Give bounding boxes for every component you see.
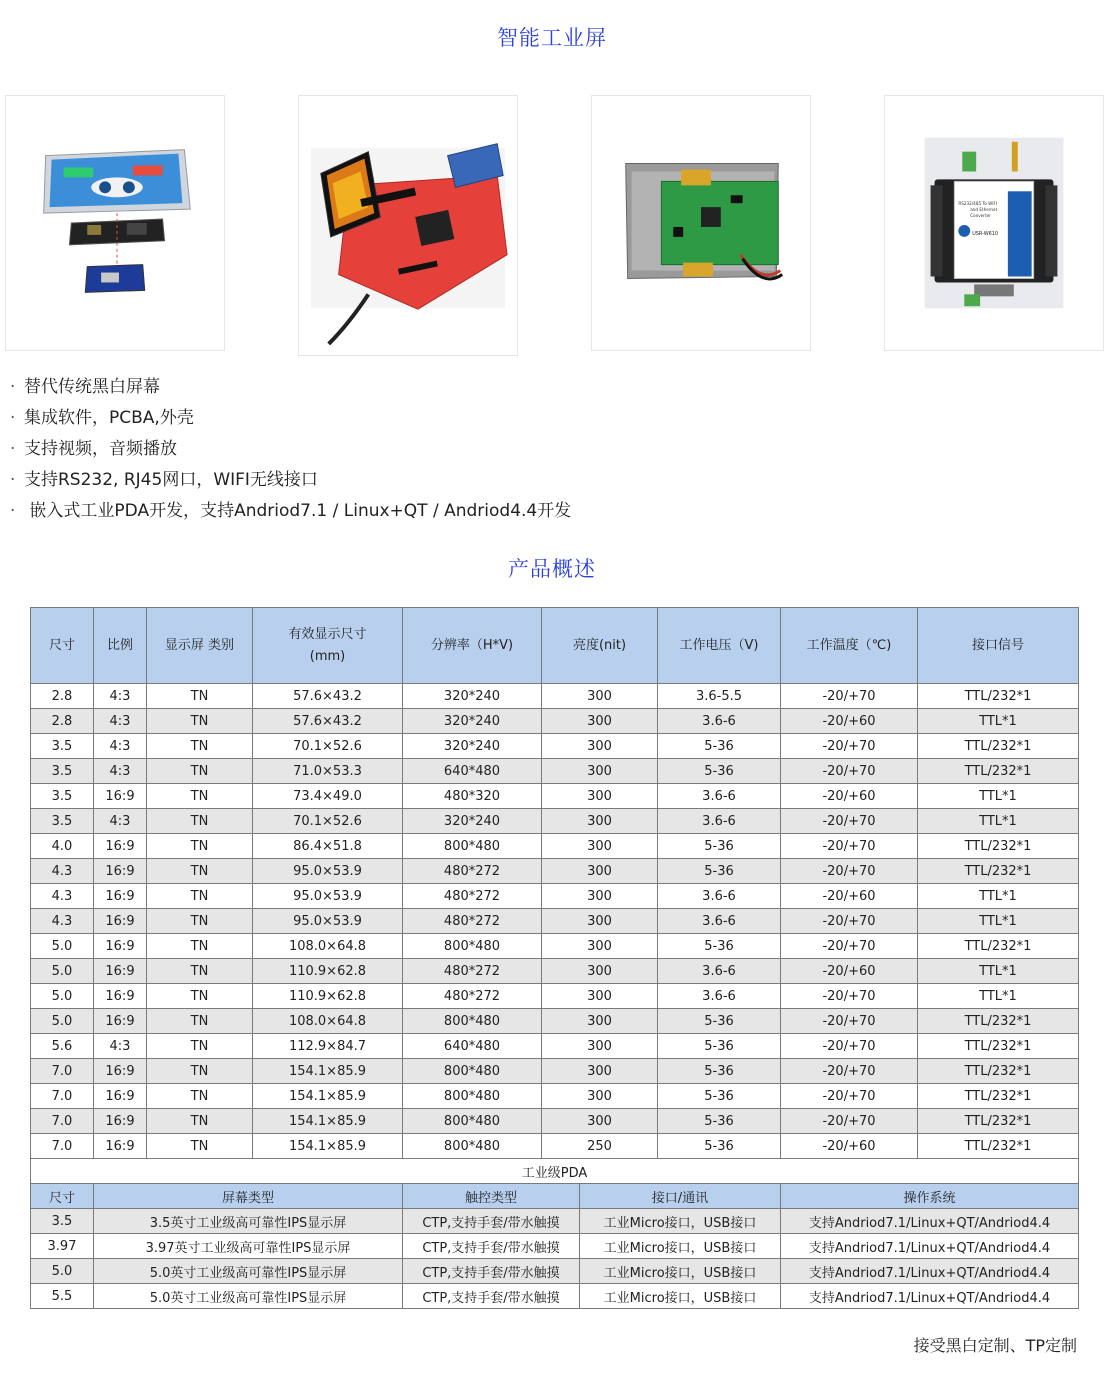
cell-display-type: TN <box>147 1084 253 1109</box>
cell-active-area: 73.4×49.0 <box>253 784 403 809</box>
cell-resolution: 800*480 <box>403 1059 542 1084</box>
header-brightness: 亮度(nit) <box>542 608 658 684</box>
pda-row <box>31 1259 1079 1284</box>
cell-voltage: 3.6-6 <box>658 784 781 809</box>
pda-cell-size: 5.5 <box>31 1284 94 1309</box>
cell-interface: TTL*1 <box>918 959 1079 984</box>
feature-list <box>10 372 571 527</box>
pda-header-os: 操作系统 <box>781 1184 1079 1209</box>
cell-size: 4.3 <box>31 884 94 909</box>
spec-row <box>31 684 1079 709</box>
section-title-overview: 产品概述 <box>508 557 596 581</box>
cell-voltage: 5-36 <box>658 1134 781 1159</box>
spec-row <box>31 909 1079 934</box>
cell-interface: TTL/232*1 <box>918 859 1079 884</box>
cell-brightness: 300 <box>542 1059 658 1084</box>
cell-resolution: 480*272 <box>403 884 542 909</box>
header-voltage: 工作电压（V) <box>658 608 781 684</box>
spec-row <box>31 709 1079 734</box>
cell-voltage: 3.6-5.5 <box>658 684 781 709</box>
cell-brightness: 300 <box>542 934 658 959</box>
header-display-type: 显示屏 类别 <box>147 608 253 684</box>
cell-size: 3.5 <box>31 734 94 759</box>
wifi-converter-image <box>885 96 1103 350</box>
cell-resolution: 800*480 <box>403 834 542 859</box>
cell-size: 5.6 <box>31 1034 94 1059</box>
cell-brightness: 300 <box>542 1009 658 1034</box>
bullet-dot: · <box>10 439 16 459</box>
feature-item <box>10 372 571 403</box>
cell-temperature: -20/+60 <box>781 709 918 734</box>
cell-active-area: 86.4×51.8 <box>253 834 403 859</box>
pda-header-size: 尺寸 <box>31 1184 94 1209</box>
header-active-area-line2: (mm) <box>309 648 346 664</box>
spec-row <box>31 1109 1079 1134</box>
cell-size: 5.0 <box>31 1009 94 1034</box>
cell-interface: TTL/232*1 <box>918 734 1079 759</box>
cell-active-area: 95.0×53.9 <box>253 859 403 884</box>
cell-display-type: TN <box>147 784 253 809</box>
pda-cell-os: 支持Andriod7.1/Linux+QT/Andriod4.4 <box>781 1284 1079 1309</box>
cell-size: 3.5 <box>31 759 94 784</box>
cell-resolution: 480*272 <box>403 859 542 884</box>
dev-board-image <box>299 96 517 355</box>
pda-header-row <box>31 1184 1079 1209</box>
cell-brightness: 300 <box>542 734 658 759</box>
cell-ratio: 16:9 <box>94 1134 147 1159</box>
cell-ratio: 4:3 <box>94 1034 147 1059</box>
cell-display-type: TN <box>147 759 253 784</box>
spec-row <box>31 1059 1079 1084</box>
pda-cell-screen-type: 3.97英寸工业级高可靠性IPS显示屏 <box>94 1234 403 1259</box>
pda-cell-screen-type: 3.5英寸工业级高可靠性IPS显示屏 <box>94 1209 403 1234</box>
spec-row <box>31 1084 1079 1109</box>
cell-temperature: -20/+70 <box>781 984 918 1009</box>
cell-voltage: 5-36 <box>658 1109 781 1134</box>
cell-display-type: TN <box>147 1009 253 1034</box>
cell-interface: TTL/232*1 <box>918 1034 1079 1059</box>
cell-ratio: 16:9 <box>94 884 147 909</box>
pda-cell-size: 3.5 <box>31 1209 94 1234</box>
cell-active-area: 70.1×52.6 <box>253 734 403 759</box>
cell-resolution: 320*240 <box>403 709 542 734</box>
cell-display-type: TN <box>147 734 253 759</box>
pda-header-touch-type: 触控类型 <box>403 1184 580 1209</box>
cell-temperature: -20/+60 <box>781 884 918 909</box>
cell-brightness: 300 <box>542 909 658 934</box>
cell-voltage: 5-36 <box>658 1059 781 1084</box>
cell-resolution: 480*320 <box>403 784 542 809</box>
cell-brightness: 250 <box>542 1134 658 1159</box>
bullet-dot: · <box>10 501 16 521</box>
cell-ratio: 4:3 <box>94 684 147 709</box>
cell-voltage: 3.6-6 <box>658 884 781 909</box>
cell-display-type: TN <box>147 834 253 859</box>
product-photo-wifi-converter <box>884 95 1104 351</box>
product-photo-hmi-exploded <box>5 95 225 351</box>
product-photo-dev-board <box>298 95 518 356</box>
cell-voltage: 5-36 <box>658 859 781 884</box>
cell-display-type: TN <box>147 909 253 934</box>
header-ratio: 比例 <box>94 608 147 684</box>
cell-display-type: TN <box>147 1134 253 1159</box>
header-resolution: 分辨率（H*V) <box>403 608 542 684</box>
pda-header-interface: 接口/通讯 <box>580 1184 781 1209</box>
header-interface: 接口信号 <box>918 608 1079 684</box>
pda-cell-interface: 工业Micro接口，USB接口 <box>580 1259 781 1284</box>
cell-interface: TTL/232*1 <box>918 1084 1079 1109</box>
cell-ratio: 16:9 <box>94 1009 147 1034</box>
cell-active-area: 57.6×43.2 <box>253 684 403 709</box>
cell-resolution: 800*480 <box>403 1109 542 1134</box>
cell-resolution: 640*480 <box>403 1034 542 1059</box>
feature-text: 嵌入式工业PDA开发，支持Andriod7.1 / Linux+QT / Andriod4.4开发 <box>24 501 572 521</box>
spec-row <box>31 784 1079 809</box>
cell-voltage: 5-36 <box>658 1034 781 1059</box>
cell-display-type: TN <box>147 1059 253 1084</box>
cell-size: 3.5 <box>31 809 94 834</box>
pda-cell-os: 支持Andriod7.1/Linux+QT/Andriod4.4 <box>781 1209 1079 1234</box>
feature-text: 支持视频，音频播放 <box>24 439 177 459</box>
cell-display-type: TN <box>147 984 253 1009</box>
cell-brightness: 300 <box>542 759 658 784</box>
pda-cell-size: 3.97 <box>31 1234 94 1259</box>
cell-interface: TTL*1 <box>918 984 1079 1009</box>
cell-resolution: 320*240 <box>403 734 542 759</box>
spec-row <box>31 834 1079 859</box>
cell-brightness: 300 <box>542 1034 658 1059</box>
pda-cell-touch-type: CTP,支持手套/带水触摸 <box>403 1209 580 1234</box>
cell-brightness: 300 <box>542 709 658 734</box>
spec-header-row <box>31 608 1079 684</box>
cell-interface: TTL/232*1 <box>918 684 1079 709</box>
feature-item <box>10 403 571 434</box>
tft-module-image <box>592 96 810 350</box>
spec-row <box>31 1034 1079 1059</box>
cell-active-area: 154.1×85.9 <box>253 1059 403 1084</box>
cell-ratio: 4:3 <box>94 734 147 759</box>
cell-brightness: 300 <box>542 859 658 884</box>
cell-active-area: 108.0×64.8 <box>253 934 403 959</box>
spec-row <box>31 959 1079 984</box>
cell-active-area: 154.1×85.9 <box>253 1134 403 1159</box>
pda-row <box>31 1284 1079 1309</box>
cell-temperature: -20/+70 <box>781 1009 918 1034</box>
pda-title-row <box>31 1159 1079 1184</box>
cell-temperature: -20/+70 <box>781 859 918 884</box>
pda-cell-interface: 工业Micro接口，USB接口 <box>580 1284 781 1309</box>
converter-label-line2: and Ethernet <box>970 207 998 213</box>
cell-size: 2.8 <box>31 684 94 709</box>
cell-size: 3.5 <box>31 784 94 809</box>
cell-brightness: 300 <box>542 959 658 984</box>
cell-voltage: 5-36 <box>658 834 781 859</box>
cell-active-area: 95.0×53.9 <box>253 884 403 909</box>
spec-row <box>31 884 1079 909</box>
product-photo-tft-module <box>591 95 811 351</box>
pda-cell-screen-type: 5.0英寸工业级高可靠性IPS显示屏 <box>94 1259 403 1284</box>
cell-interface: TTL/232*1 <box>918 759 1079 784</box>
cell-voltage: 3.6-6 <box>658 909 781 934</box>
cell-temperature: -20/+70 <box>781 759 918 784</box>
cell-interface: TTL/232*1 <box>918 1059 1079 1084</box>
cell-resolution: 640*480 <box>403 759 542 784</box>
cell-interface: TTL*1 <box>918 809 1079 834</box>
cell-size: 2.8 <box>31 709 94 734</box>
cell-ratio: 16:9 <box>94 984 147 1009</box>
cell-size: 4.0 <box>31 834 94 859</box>
cell-brightness: 300 <box>542 1109 658 1134</box>
cell-resolution: 800*480 <box>403 1084 542 1109</box>
pda-cell-touch-type: CTP,支持手套/带水触摸 <box>403 1234 580 1259</box>
pda-cell-touch-type: CTP,支持手套/带水触摸 <box>403 1284 580 1309</box>
cell-ratio: 16:9 <box>94 934 147 959</box>
cell-ratio: 16:9 <box>94 909 147 934</box>
cell-size: 5.0 <box>31 959 94 984</box>
cell-display-type: TN <box>147 1034 253 1059</box>
cell-temperature: -20/+70 <box>781 1084 918 1109</box>
cell-display-type: TN <box>147 884 253 909</box>
cell-ratio: 16:9 <box>94 959 147 984</box>
cell-size: 5.0 <box>31 984 94 1009</box>
spec-row <box>31 809 1079 834</box>
pda-cell-os: 支持Andriod7.1/Linux+QT/Andriod4.4 <box>781 1234 1079 1259</box>
feature-item <box>10 465 571 496</box>
cell-display-type: TN <box>147 859 253 884</box>
pda-cell-screen-type: 5.0英寸工业级高可靠性IPS显示屏 <box>94 1284 403 1309</box>
cell-active-area: 70.1×52.6 <box>253 809 403 834</box>
pda-title: 工业级PDA <box>31 1159 1079 1184</box>
cell-interface: TTL/232*1 <box>918 1109 1079 1134</box>
cell-active-area: 71.0×53.3 <box>253 759 403 784</box>
pda-cell-os: 支持Andriod7.1/Linux+QT/Andriod4.4 <box>781 1259 1079 1284</box>
customization-note: 接受黑白定制、TP定制 <box>913 1336 1077 1355</box>
converter-label-line1: RS232/485 To WIFI <box>958 201 998 207</box>
cell-interface: TTL/232*1 <box>918 834 1079 859</box>
hmi-exploded-image <box>6 96 224 350</box>
spec-row <box>31 1134 1079 1159</box>
feature-item <box>10 434 571 465</box>
cell-active-area: 112.9×84.7 <box>253 1034 403 1059</box>
pda-cell-touch-type: CTP,支持手套/带水触摸 <box>403 1259 580 1284</box>
cell-resolution: 800*480 <box>403 934 542 959</box>
cell-interface: TTL/232*1 <box>918 1134 1079 1159</box>
cell-interface: TTL*1 <box>918 909 1079 934</box>
cell-temperature: -20/+70 <box>781 1034 918 1059</box>
cell-size: 7.0 <box>31 1059 94 1084</box>
cell-size: 4.3 <box>31 909 94 934</box>
section-title-smart-screen: 智能工业屏 <box>497 26 607 50</box>
spec-row <box>31 859 1079 884</box>
pda-cell-interface: 工业Micro接口，USB接口 <box>580 1234 781 1259</box>
converter-model-label: USR-W610 <box>972 230 999 237</box>
cell-interface: TTL/232*1 <box>918 934 1079 959</box>
cell-ratio: 16:9 <box>94 1059 147 1084</box>
cell-interface: TTL*1 <box>918 884 1079 909</box>
bullet-dot: · <box>10 408 16 428</box>
cell-interface: TTL/232*1 <box>918 1009 1079 1034</box>
cell-temperature: -20/+70 <box>781 1059 918 1084</box>
cell-size: 7.0 <box>31 1084 94 1109</box>
cell-ratio: 16:9 <box>94 784 147 809</box>
cell-resolution: 800*480 <box>403 1134 542 1159</box>
cell-voltage: 5-36 <box>658 759 781 784</box>
spec-row <box>31 759 1079 784</box>
cell-active-area: 110.9×62.8 <box>253 959 403 984</box>
cell-resolution: 480*272 <box>403 959 542 984</box>
cell-temperature: -20/+70 <box>781 684 918 709</box>
feature-text: 支持RS232, RJ45网口，WIFI无线接口 <box>24 470 318 490</box>
spec-row <box>31 984 1079 1009</box>
feature-text: 集成软件，PCBA,外壳 <box>24 408 194 428</box>
header-active-area-line1: 有效显示尺寸 <box>288 626 367 642</box>
cell-resolution: 480*272 <box>403 909 542 934</box>
cell-ratio: 16:9 <box>94 834 147 859</box>
spec-row <box>31 1009 1079 1034</box>
pda-header-screen-type: 屏幕类型 <box>94 1184 403 1209</box>
cell-interface: TTL*1 <box>918 709 1079 734</box>
cell-temperature: -20/+60 <box>781 784 918 809</box>
cell-display-type: TN <box>147 934 253 959</box>
feature-item <box>10 496 571 527</box>
cell-voltage: 5-36 <box>658 734 781 759</box>
pda-cell-size: 5.0 <box>31 1259 94 1284</box>
cell-brightness: 300 <box>542 834 658 859</box>
cell-active-area: 154.1×85.9 <box>253 1084 403 1109</box>
cell-ratio: 4:3 <box>94 709 147 734</box>
cell-display-type: TN <box>147 1109 253 1134</box>
cell-active-area: 57.6×43.2 <box>253 709 403 734</box>
cell-temperature: -20/+70 <box>781 834 918 859</box>
cell-brightness: 300 <box>542 784 658 809</box>
spec-table <box>30 607 1079 1309</box>
cell-temperature: -20/+60 <box>781 959 918 984</box>
cell-display-type: TN <box>147 709 253 734</box>
header-size: 尺寸 <box>31 608 94 684</box>
cell-temperature: -20/+70 <box>781 809 918 834</box>
cell-resolution: 480*272 <box>403 984 542 1009</box>
cell-voltage: 3.6-6 <box>658 709 781 734</box>
cell-display-type: TN <box>147 684 253 709</box>
cell-resolution: 320*240 <box>403 684 542 709</box>
cell-voltage: 3.6-6 <box>658 809 781 834</box>
cell-brightness: 300 <box>542 984 658 1009</box>
cell-interface: TTL*1 <box>918 784 1079 809</box>
converter-label-line3: Converter <box>970 213 991 219</box>
cell-display-type: TN <box>147 959 253 984</box>
cell-ratio: 16:9 <box>94 859 147 884</box>
cell-active-area: 110.9×62.8 <box>253 984 403 1009</box>
pda-row <box>31 1209 1079 1234</box>
cell-temperature: -20/+70 <box>781 909 918 934</box>
cell-voltage: 3.6-6 <box>658 959 781 984</box>
pda-cell-interface: 工业Micro接口，USB接口 <box>580 1209 781 1234</box>
header-temperature: 工作温度（℃) <box>781 608 918 684</box>
cell-temperature: -20/+70 <box>781 734 918 759</box>
cell-brightness: 300 <box>542 1084 658 1109</box>
cell-display-type: TN <box>147 809 253 834</box>
spec-row <box>31 934 1079 959</box>
cell-size: 7.0 <box>31 1134 94 1159</box>
cell-active-area: 95.0×53.9 <box>253 909 403 934</box>
feature-text: 替代传统黑白屏幕 <box>24 377 160 397</box>
cell-size: 5.0 <box>31 934 94 959</box>
cell-brightness: 300 <box>542 884 658 909</box>
header-active-area <box>253 608 403 684</box>
cell-ratio: 16:9 <box>94 1109 147 1134</box>
cell-resolution: 800*480 <box>403 1009 542 1034</box>
cell-temperature: -20/+60 <box>781 1134 918 1159</box>
cell-active-area: 108.0×64.8 <box>253 1009 403 1034</box>
cell-resolution: 320*240 <box>403 809 542 834</box>
cell-ratio: 4:3 <box>94 759 147 784</box>
pda-row <box>31 1234 1079 1259</box>
cell-voltage: 5-36 <box>658 1009 781 1034</box>
cell-temperature: -20/+70 <box>781 934 918 959</box>
cell-temperature: -20/+70 <box>781 1109 918 1134</box>
cell-ratio: 4:3 <box>94 809 147 834</box>
cell-size: 4.3 <box>31 859 94 884</box>
bullet-dot: · <box>10 377 16 397</box>
cell-brightness: 300 <box>542 684 658 709</box>
cell-voltage: 3.6-6 <box>658 984 781 1009</box>
bullet-dot: · <box>10 470 16 490</box>
cell-voltage: 5-36 <box>658 1084 781 1109</box>
cell-active-area: 154.1×85.9 <box>253 1109 403 1134</box>
cell-voltage: 5-36 <box>658 934 781 959</box>
spec-row <box>31 734 1079 759</box>
cell-brightness: 300 <box>542 809 658 834</box>
cell-ratio: 16:9 <box>94 1084 147 1109</box>
cell-size: 7.0 <box>31 1109 94 1134</box>
